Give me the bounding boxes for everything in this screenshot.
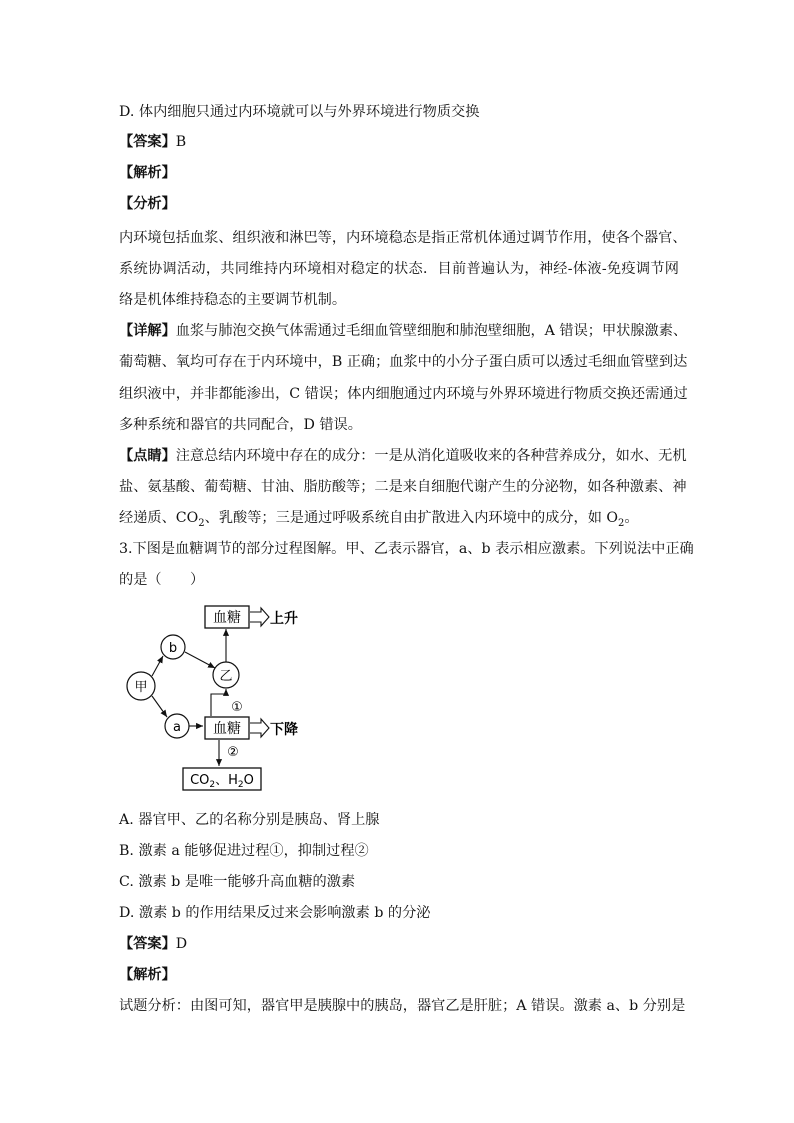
- dianjing-text-3c: 。: [624, 510, 639, 526]
- dianjing-line-1: [119, 446, 687, 466]
- node-a-label: a: [173, 720, 181, 735]
- fenxi-line-3: 络是机体维持稳态的主要调节机制。: [119, 292, 347, 308]
- top-blood-sugar-label: 血糖: [213, 610, 241, 626]
- blood-sugar-regulation-diagram: [119, 598, 319, 796]
- o2-subscript: 2: [618, 517, 625, 529]
- co2-subscript: 2: [198, 517, 205, 529]
- co2-h2o-label: $CO_2$、$H_2O$: [190, 773, 254, 790]
- dianjing-text-3a: 经递质、CO: [119, 510, 199, 526]
- dianjing-line-3: [119, 508, 639, 528]
- fenxi-tag: 【分析】: [119, 196, 176, 212]
- dianjing-line-2: 盐、氨基酸、葡萄糖、甘油、脂肪酸等；二是来自细胞代谢产生的分泌物，如各种激素、神: [119, 479, 687, 495]
- process-1-arrow: [211, 689, 226, 716]
- mid-blood-sugar-label: 血糖: [213, 721, 241, 737]
- rise-hollow-arrow: [250, 608, 269, 626]
- xiangjie-line-1: [119, 321, 688, 341]
- q3-option-c: C. 激素 b 是唯一能够升高血糖的激素: [119, 874, 356, 890]
- process-2-label: ②: [227, 745, 239, 760]
- node-jia-label: 甲: [134, 680, 148, 695]
- xiangjie-line-2: 葡萄糖、氧均可存在于内环境中，B 正确；血浆中的小分子蛋白质可以透过毛细血管壁到达: [119, 354, 688, 370]
- q3-analysis-tag: 【解析】: [119, 967, 176, 983]
- q3-analysis-line: 试题分析：由图可知，器官甲是胰腺中的胰岛，器官乙是肝脏；A 错误。激素 a、b 分别是: [119, 998, 686, 1014]
- q3-stem-line-2: 的是（ ）: [119, 572, 205, 588]
- analysis-tag: 【解析】: [119, 165, 176, 181]
- node-yi-label: 乙: [219, 669, 233, 684]
- process-1-label: ①: [231, 700, 243, 715]
- q3-stem-line-1: 3.下图是血糖调节的部分过程图解。甲、乙表示器官，a、b 表示相应激素。下列说法中正确: [119, 541, 694, 557]
- q3-option-a: A. 器官甲、乙的名称分别是胰岛、肾上腺: [119, 812, 380, 828]
- dianjing-text-3b: 、乳酸等；三是通过呼吸系统自由扩散进入内环境中的成分，如 O: [204, 510, 619, 526]
- dianjing-tag: 【点睛】: [119, 448, 176, 464]
- fall-hollow-arrow: [250, 719, 269, 737]
- fenxi-line-1: 内环境包括血浆、组织液和淋巴等，内环境稳态是指正常机体通过调节作用，使各个器官、: [119, 230, 687, 246]
- q3-option-d: D. 激素 b 的作用结果反过来会影响激素 b 的分泌: [119, 905, 431, 921]
- prev-option-d: D. 体内细胞只通过内环境就可以与外界环境进行物质交换: [119, 104, 480, 120]
- dianjing-text-1: 注意总结内环境中存在的成分：一是从消化道吸收来的各种营养成分，如水、无机: [175, 448, 687, 464]
- xiangjie-tag: 【详解】: [119, 323, 176, 339]
- fall-label: 下降: [270, 722, 298, 738]
- answer-value: B: [175, 134, 187, 150]
- answer-tag: 【答案】: [119, 134, 176, 150]
- fenxi-line-2: 系统协调活动，共同维持内环境相对稳定的状态．目前普遍认为，神经-体液-免疫调节网: [119, 261, 679, 277]
- q3-answer-line: [119, 934, 187, 954]
- xiangjie-text-1: 血浆与肺泡交换气体需通过毛细血管壁细胞和肺泡壁细胞，A 错误；甲状腺激素、: [175, 323, 688, 339]
- arrow-jia-to-a: [152, 696, 167, 717]
- q3-answer-value: D: [175, 936, 188, 952]
- q3-answer-tag: 【答案】: [119, 936, 176, 952]
- xiangjie-line-4: 多种系统和器官的共同配合，D 错误。: [119, 417, 362, 433]
- prev-answer-line: [119, 132, 186, 152]
- xiangjie-line-3: 组织液中，并非都能渗出，C 错误；体内细胞通过内环境与外界环境进行物质交换还需通过: [119, 386, 688, 402]
- node-b-label: b: [168, 641, 178, 656]
- rise-label: 上升: [270, 611, 298, 627]
- arrow-jia-to-b: [152, 656, 163, 676]
- arrow-b-to-yi: [185, 652, 215, 668]
- q3-option-b: B. 激素 a 能够促进过程①，抑制过程②: [119, 843, 369, 859]
